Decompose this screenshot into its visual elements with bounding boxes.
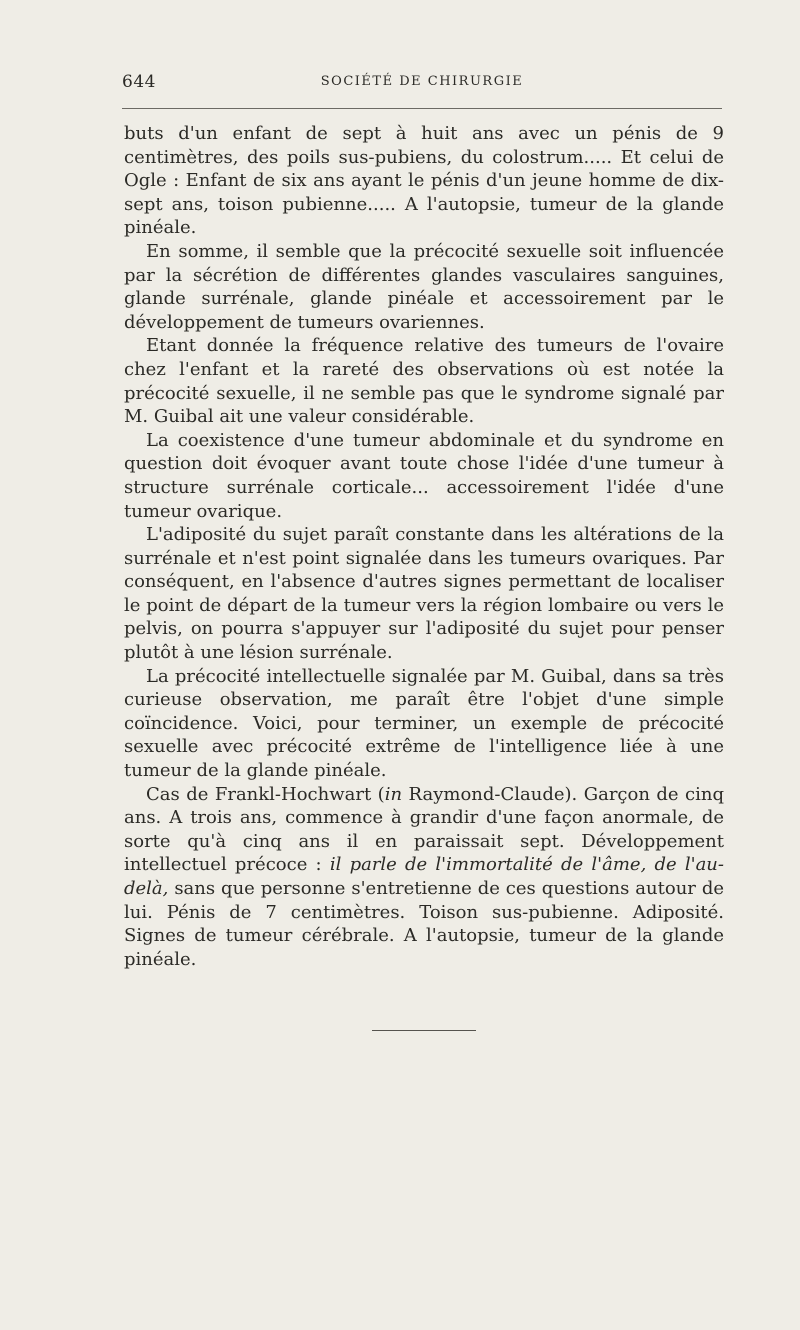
page-number: 644 bbox=[122, 72, 156, 92]
case-text-quote: il parle de l'immortalité de l'âme, de l'au-delà, bbox=[124, 854, 724, 899]
running-head bbox=[122, 72, 722, 94]
paragraph-frequence: Etant donnée la fréquence relative des tumeurs de l'ovaire chez l'enfant et la rareté des observations où est notée la précocité sexuelle, il ne semble pas que le syndrome signalé par M. Guibal ait une valeur considérable. bbox=[124, 335, 724, 428]
paragraph-coexistence: La coexistence d'une tumeur abdominale et du syndrome en question doit évoquer avant toute chose l'idée d'une tumeur à structure surrénale corticale... accessoirement l'idée d'une tumeur ovarique. bbox=[124, 429, 724, 522]
case-text-in: in bbox=[384, 783, 403, 805]
end-rule bbox=[372, 1030, 476, 1031]
paragraph-adiposite: L'adiposité du sujet paraît constante dans les altérations de la surrénale et n'est point signalée dans les tumeurs ovariques. Par conséquent, en l'absence d'autres signes permettant de localiser le point de départ de la tumeur vers la région lombaire ou vers le pelvis, on pourra s'appuyer sur l'adiposité du sujet pour penser plutôt à une lésion surrénale. bbox=[124, 524, 724, 664]
paragraph-continued: buts d'un enfant de sept à huit ans avec un pénis de 9 centimètres, des poils sus-pubiens, du colostrum..... Et celui de Ogle : Enfant de six ans ayant le pénis d'un jeune homme de dix-sept ans, toison pubienne..... A l'autopsie, tumeur de la glande pinéale. bbox=[124, 123, 724, 239]
case-text-start: Cas de Frankl-Hochwart ( bbox=[146, 783, 385, 805]
paragraph-precocite-intellectuelle: La précocité intellectuelle signalée par M. Guibal, dans sa très curieuse observation, me paraît être l'objet d'une simple coïncidence. Voici, pour terminer, un exemple de précocité sexuelle avec précocité extrême de l'intelligence liée à une tumeur de la glande pinéale. bbox=[124, 665, 724, 782]
paragraph-en-somme: En somme, il semble que la précocité sexuelle soit influencée par la sécrétion de différentes glandes vasculaires sanguines, glande surrénale, glande pinéale et accessoirement par le développement de tumeurs ovariennes. bbox=[124, 240, 724, 333]
header-rule bbox=[122, 108, 722, 109]
case-text-middle: Raymond-Claude). Garçon de cinq ans. A trois ans, commence à grandir d'une façon anormale, de sorte qu'à cinq ans il en paraissait sept. Développement intellectuel précoce : bbox=[124, 783, 725, 876]
case-text-end: sans que personne s'entretienne de ces questions autour de lui. Pénis de 7 centimètres. Toison sus-pubienne. Adiposité. Signes de tumeur cérébrale. A l'autopsie, tumeur de la glande pinéale. bbox=[124, 878, 724, 970]
journal-title: SOCIÉTÉ DE CHIRURGIE bbox=[320, 74, 524, 89]
body-text bbox=[124, 122, 724, 971]
paragraph-frankl-hochwart bbox=[124, 783, 724, 972]
